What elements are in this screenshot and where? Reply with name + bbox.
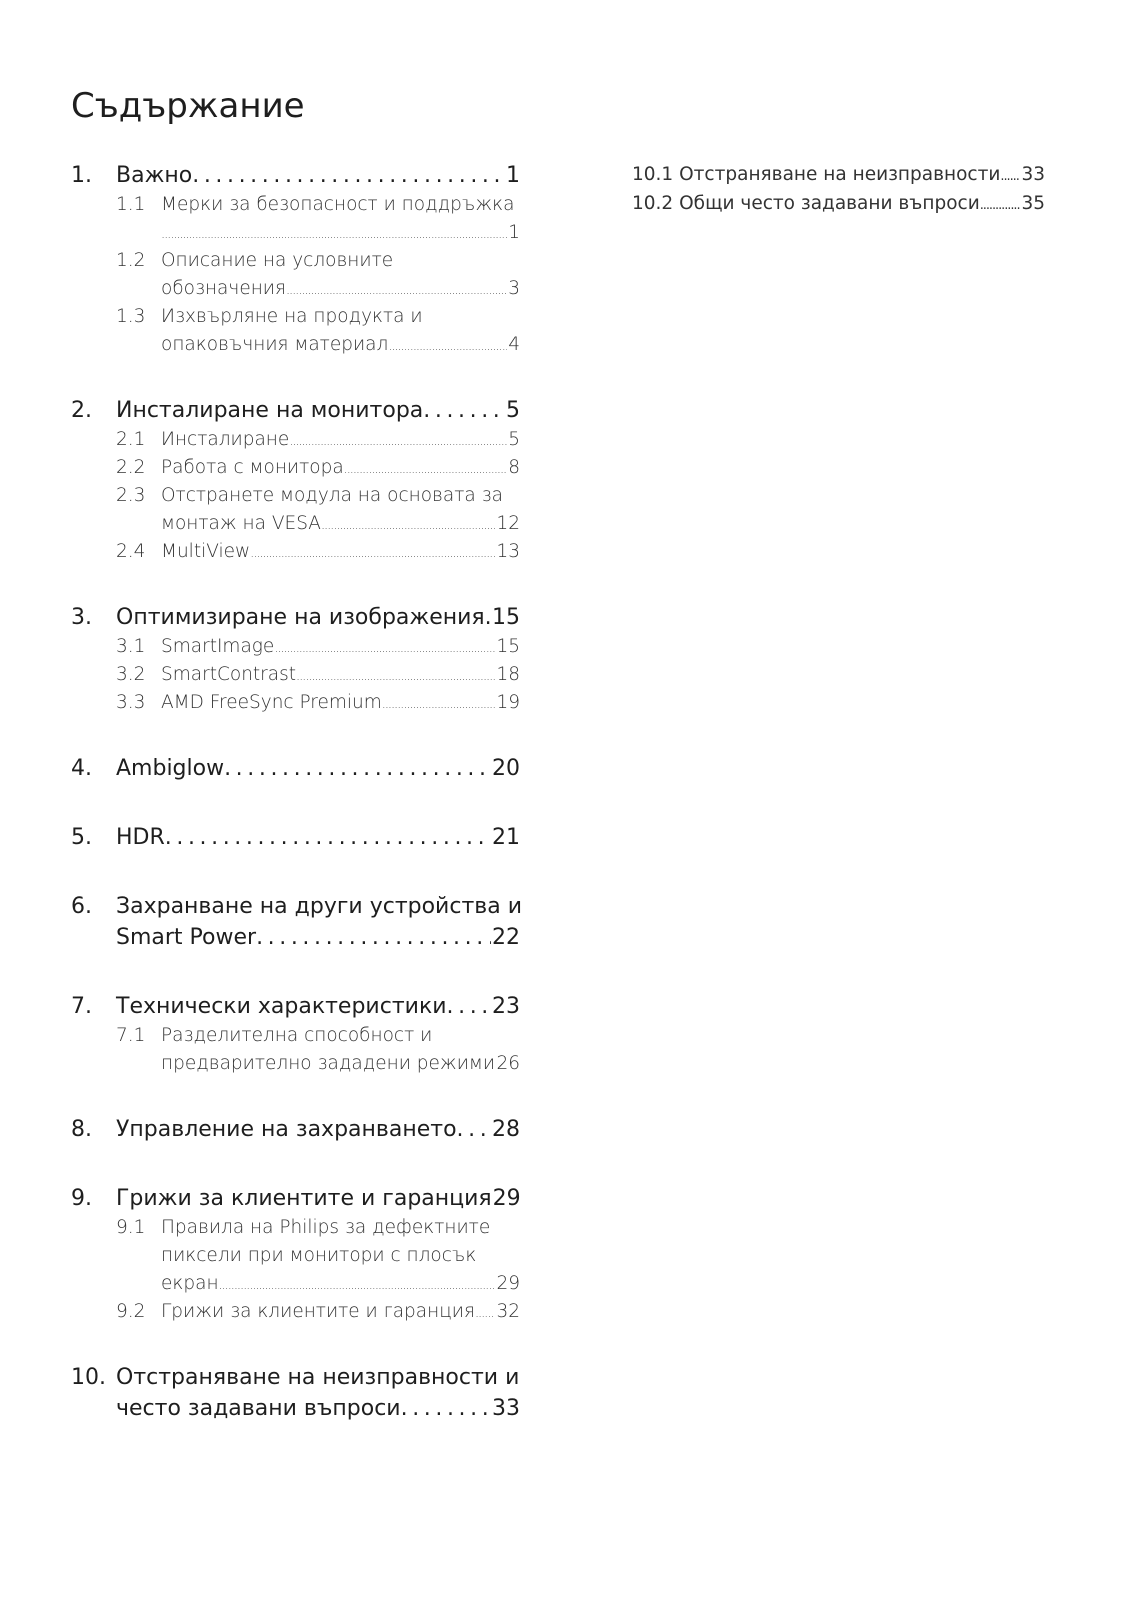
dot-leader (344, 454, 508, 484)
toc-section-8[interactable] (71, 1114, 520, 1145)
page-number: 21 (492, 825, 520, 850)
toc-column-left (71, 160, 523, 1424)
section-title-line2: често задавани въпроси (116, 1396, 401, 1421)
section-number: 5. (71, 825, 92, 850)
toc-section-9[interactable] (71, 1183, 520, 1214)
toc-subsection-3-1[interactable] (71, 633, 520, 661)
subsection-number: 3.2 (116, 664, 146, 685)
page-number: 26 (496, 1053, 520, 1074)
toc-subsection-2-3[interactable] (71, 482, 520, 538)
subsection-title: Работа с монитора (161, 457, 344, 478)
dot-leader (274, 633, 495, 663)
toc-column-right (632, 160, 1045, 218)
dot-leader (219, 1270, 496, 1300)
toc-subsection-3-3[interactable] (71, 689, 520, 717)
subsection-number: 7.1 (116, 1025, 146, 1046)
toc-subsection-2-1[interactable] (71, 426, 520, 454)
subsection-number: 3.1 (116, 636, 146, 657)
page-number: 4 (508, 334, 520, 355)
page-number: 1 (506, 163, 520, 188)
toc-subsection-2-4[interactable] (71, 538, 520, 566)
dot-leader (388, 331, 507, 361)
toc-section-7[interactable] (71, 991, 520, 1022)
section-title: Грижи за клиентите и гаранция (116, 1186, 492, 1211)
subsection-number: 2.3 (116, 485, 146, 506)
subsection-number: 9.1 (116, 1217, 146, 1238)
subsection-title: SmartImage (161, 636, 275, 657)
page-number: 29 (492, 1186, 521, 1211)
toc-subsection-1-2[interactable] (71, 247, 520, 303)
dot-leader (289, 426, 507, 456)
subsection-title: Мерки за безопасност и поддръжка (161, 194, 515, 215)
section-number: 6. (71, 894, 92, 919)
dot-leader (192, 160, 505, 191)
section-title: Управление на захранването (116, 1117, 457, 1142)
section-title-line1: Захранване на други устройства и (116, 894, 523, 919)
subsection-title-line1: Отстранете модула на основата за (161, 485, 503, 506)
dot-leader (457, 1114, 491, 1145)
toc-subsection-1-3[interactable] (71, 303, 520, 359)
toc-subsection-1-1[interactable] (71, 191, 520, 247)
page-number: 33 (492, 1396, 520, 1421)
toc-subsection-10-2[interactable] (632, 189, 1045, 218)
page-number: 22 (492, 925, 520, 950)
subsection-title-line1: Описание на условните (161, 250, 394, 271)
subsection-number: 1.2 (116, 250, 146, 271)
toc-subsection-10-1[interactable] (632, 160, 1045, 189)
section-title-line2: Smart Power (116, 925, 257, 950)
subsection-number: 2.1 (116, 429, 146, 450)
page-number: 8 (508, 457, 520, 478)
subsection-title-line2: обозначения (161, 278, 286, 299)
page-title: Съдържание (71, 86, 305, 126)
dot-leader (286, 275, 507, 305)
page-number: 23 (492, 994, 520, 1019)
subsection-number: 2.2 (116, 457, 146, 478)
section-number: 4. (71, 756, 92, 781)
subsection-title: Грижи за клиентите и гаранция (161, 1301, 475, 1322)
page-number: 13 (496, 541, 520, 562)
page-number: 29 (496, 1273, 520, 1294)
page-number: 19 (496, 692, 520, 713)
subsection-title-line3: екран (161, 1273, 219, 1294)
toc-subsection-2-2[interactable] (71, 454, 520, 482)
toc-subsection-9-1[interactable] (71, 1214, 520, 1298)
page-number: 32 (496, 1301, 520, 1322)
dot-leader (447, 991, 491, 1022)
subsection-number: 3.3 (116, 692, 146, 713)
section-number: 10. (71, 1365, 106, 1390)
subsection-title: Инсталиране (161, 429, 290, 450)
section-title: Ambiglow (116, 756, 225, 781)
subsection-number: 9.2 (116, 1301, 146, 1322)
subsection-title: Отстраняване на неизправности (679, 164, 1001, 185)
page-number: 5 (506, 398, 520, 423)
toc-subsection-7-1[interactable] (71, 1022, 520, 1078)
page-number: 33 (1021, 164, 1045, 185)
page-number: 15 (492, 605, 520, 630)
section-number: 8. (71, 1117, 92, 1142)
dot-leader (475, 1298, 496, 1328)
subsection-number: 10.1 (632, 164, 674, 185)
subsection-title: Общи често задавани въпроси (679, 193, 980, 214)
subsection-number: 10.2 (632, 193, 674, 214)
section-title: HDR (116, 825, 165, 850)
toc-subsection-9-2[interactable] (71, 1298, 520, 1326)
toc-section-10[interactable] (71, 1362, 520, 1424)
toc-section-6[interactable] (71, 891, 523, 953)
dot-leader (165, 822, 491, 853)
section-title: Оптимизиране на изображения (116, 605, 485, 630)
toc-section-1[interactable] (71, 160, 520, 191)
page-number: 20 (492, 756, 520, 781)
dot-leader (401, 1393, 491, 1424)
dot-leader (161, 219, 507, 249)
section-title: Важно (116, 163, 193, 188)
dot-leader (224, 753, 491, 784)
subsection-title-line2: предварително зададени режими (161, 1053, 496, 1074)
subsection-number: 1.3 (116, 306, 146, 327)
dot-leader (382, 689, 496, 719)
section-number: 7. (71, 994, 92, 1019)
page-number: 35 (1021, 193, 1045, 214)
section-number: 9. (71, 1186, 92, 1211)
page-number: 18 (496, 664, 520, 685)
section-number: 3. (71, 605, 92, 630)
section-number: 1. (71, 163, 92, 188)
page-number: 15 (496, 636, 520, 657)
dot-leader (250, 538, 495, 568)
toc-section-2[interactable] (71, 395, 520, 426)
page-number: 1 (508, 222, 520, 243)
subsection-title-line1: Правила на Philips за дефектните (161, 1217, 491, 1238)
subsection-title-line2: монтаж на VESA (161, 513, 321, 534)
dot-leader (321, 510, 496, 540)
subsection-number: 1.1 (116, 194, 146, 215)
subsection-title: AMD FreeSync Premium (161, 692, 382, 713)
page-number: 5 (508, 429, 520, 450)
subsection-title: SmartContrast (161, 664, 297, 685)
dot-leader (256, 922, 491, 953)
dot-leader (423, 395, 505, 426)
dot-leader (980, 189, 1021, 220)
toc-section-5[interactable] (71, 822, 520, 853)
toc-section-4[interactable] (71, 753, 520, 784)
page-number: 28 (492, 1117, 520, 1142)
toc-subsection-3-2[interactable] (71, 661, 520, 689)
subsection-number: 2.4 (116, 541, 146, 562)
toc-section-3[interactable] (71, 602, 520, 633)
dot-leader (1000, 160, 1020, 191)
subsection-title-line2: опаковъчния материал (161, 334, 389, 355)
subsection-title-line1: Изхвърляне на продукта и (161, 306, 423, 327)
section-number: 2. (71, 398, 92, 423)
section-title: Технически характеристики (116, 994, 447, 1019)
dot-leader (296, 661, 495, 691)
page-number: 3 (508, 278, 520, 299)
section-title-line1: Отстраняване на неизправности и (116, 1365, 520, 1390)
subsection-title-line1: Разделителна способност и (161, 1025, 433, 1046)
page-number: 12 (496, 513, 520, 534)
subsection-title: MultiView (161, 541, 251, 562)
subsection-title-line2: пиксели при монитори с плосък (161, 1245, 477, 1266)
section-title: Инсталиране на монитора (116, 398, 424, 423)
